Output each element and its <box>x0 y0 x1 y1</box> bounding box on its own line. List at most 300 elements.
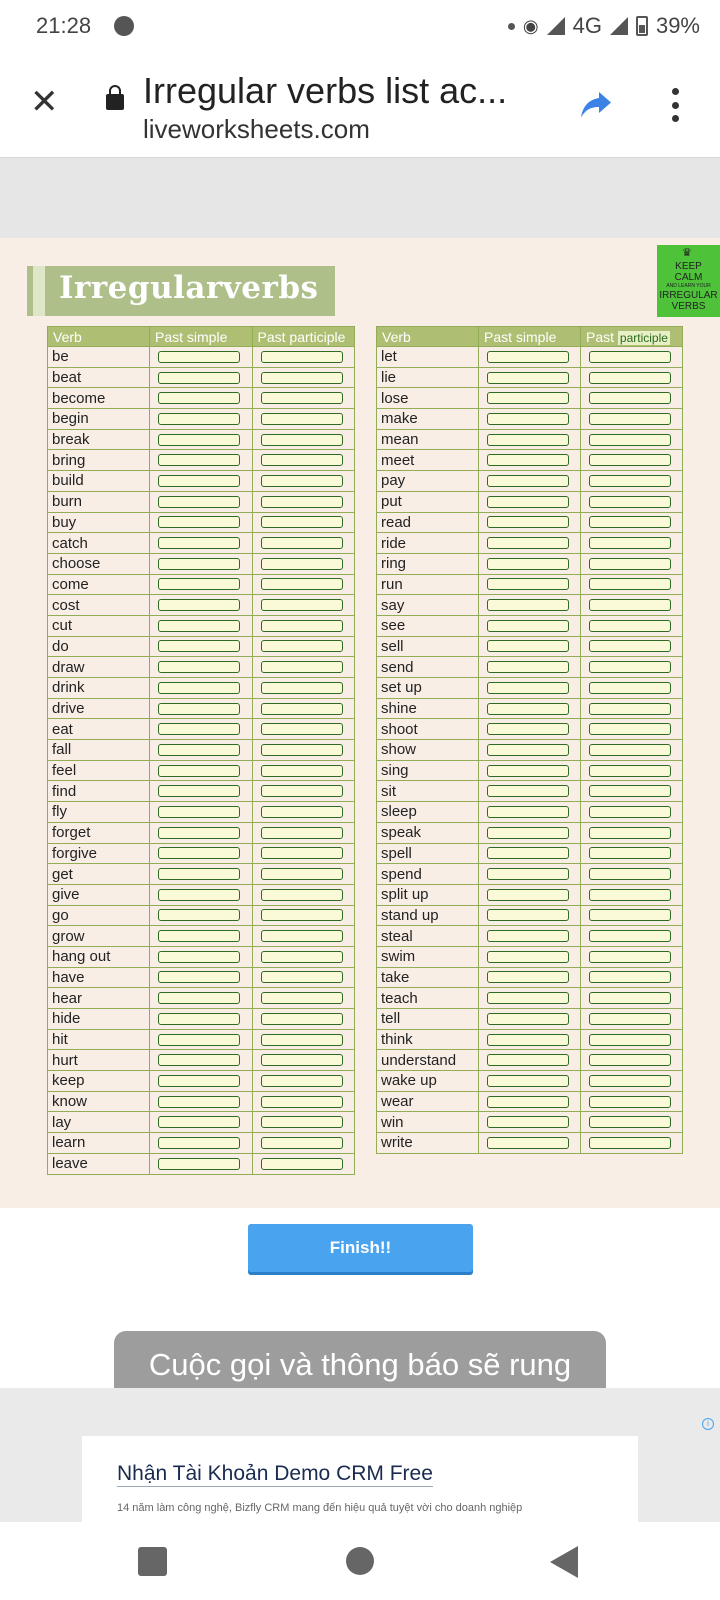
past-simple-cell <box>479 946 581 967</box>
past-simple-input[interactable] <box>487 558 569 570</box>
past-simple-cell <box>479 367 581 388</box>
verb-row <box>48 864 355 885</box>
past-simple-input[interactable] <box>158 661 240 673</box>
verb-cell: build <box>48 471 150 492</box>
past-simple-input[interactable] <box>158 682 240 694</box>
toast-message: Cuộc gọi và thông báo sẽ rung <box>114 1331 606 1399</box>
past-simple-input[interactable] <box>158 1013 240 1025</box>
past-simple-input[interactable] <box>487 1116 569 1128</box>
verb-cell: meet <box>377 450 479 471</box>
past-simple-cell <box>150 905 253 926</box>
past-simple-input[interactable] <box>158 806 240 818</box>
past-participle-cell <box>581 347 683 368</box>
verb-cell: forget <box>48 822 150 843</box>
past-simple-cell <box>150 1029 253 1050</box>
past-participle-input[interactable] <box>261 847 343 859</box>
past-simple-cell <box>150 471 253 492</box>
verb-cell: lose <box>377 388 479 409</box>
past-simple-input[interactable] <box>487 682 569 694</box>
verb-row <box>48 595 355 616</box>
past-participle-input[interactable] <box>261 372 343 384</box>
past-simple-input[interactable] <box>158 620 240 632</box>
past-participle-input[interactable] <box>589 1054 671 1066</box>
verb-row <box>48 802 355 823</box>
past-participle-input[interactable] <box>261 1034 343 1046</box>
past-participle-input[interactable] <box>589 454 671 466</box>
verb-row <box>48 822 355 843</box>
past-simple-cell <box>150 884 253 905</box>
past-participle-input[interactable] <box>589 806 671 818</box>
past-simple-input[interactable] <box>158 578 240 590</box>
past-participle-input[interactable] <box>261 723 343 735</box>
past-participle-input[interactable] <box>261 930 343 942</box>
past-simple-cell <box>479 615 581 636</box>
past-participle-input[interactable] <box>261 1116 343 1128</box>
past-simple-input[interactable] <box>158 351 240 363</box>
past-simple-input[interactable] <box>487 599 569 611</box>
past-participle-input[interactable] <box>589 868 671 880</box>
past-participle-input[interactable] <box>589 434 671 446</box>
back-icon[interactable] <box>550 1546 578 1578</box>
past-participle-input[interactable] <box>589 765 671 777</box>
verb-cell: drink <box>48 678 150 699</box>
past-participle-input[interactable] <box>261 1054 343 1066</box>
verb-row <box>48 905 355 926</box>
past-simple-input[interactable] <box>487 640 569 652</box>
more-options-icon[interactable] <box>672 88 680 122</box>
past-simple-input[interactable] <box>487 413 569 425</box>
past-participle-input[interactable] <box>261 661 343 673</box>
verb-row <box>48 1091 355 1112</box>
verb-cell: choose <box>48 553 150 574</box>
past-simple-input[interactable] <box>487 1013 569 1025</box>
verb-cell: read <box>377 512 479 533</box>
past-simple-cell <box>150 1009 253 1030</box>
past-participle-input[interactable] <box>589 682 671 694</box>
past-simple-input[interactable] <box>158 1116 240 1128</box>
badge-line: AND LEARN YOUR <box>666 283 711 289</box>
verb-cell: sing <box>377 760 479 781</box>
past-simple-cell <box>479 802 581 823</box>
badge-line: IRREGULAR <box>659 290 718 301</box>
past-simple-cell <box>150 698 253 719</box>
page-url[interactable]: liveworksheets.com <box>143 114 370 144</box>
past-participle-input[interactable] <box>589 992 671 1004</box>
verb-row <box>377 802 683 823</box>
verb-cell: hurt <box>48 1050 150 1071</box>
past-simple-input[interactable] <box>158 434 240 446</box>
past-participle-input[interactable] <box>261 578 343 590</box>
past-participle-input[interactable] <box>589 1137 671 1149</box>
past-participle-cell <box>252 367 355 388</box>
verb-cell: send <box>377 657 479 678</box>
worksheet-heading <box>27 266 335 316</box>
past-participle-input[interactable] <box>589 578 671 590</box>
past-simple-cell <box>150 491 253 512</box>
column-header-verb: Verb <box>377 327 479 347</box>
past-participle-cell <box>581 512 683 533</box>
past-participle-cell <box>252 781 355 802</box>
past-participle-cell <box>581 864 683 885</box>
verb-cell: forgive <box>48 843 150 864</box>
past-participle-input[interactable] <box>261 413 343 425</box>
past-simple-input[interactable] <box>487 1034 569 1046</box>
past-participle-cell <box>581 657 683 678</box>
past-simple-input[interactable] <box>487 392 569 404</box>
past-participle-cell <box>581 843 683 864</box>
verb-cell: draw <box>48 657 150 678</box>
verb-row <box>48 719 355 740</box>
verb-cell: learn <box>48 1133 150 1154</box>
past-participle-cell <box>581 760 683 781</box>
past-participle-cell <box>252 657 355 678</box>
past-participle-input[interactable] <box>589 372 671 384</box>
past-participle-input[interactable] <box>261 1075 343 1087</box>
past-simple-input[interactable] <box>158 1158 240 1170</box>
verb-cell: fly <box>48 802 150 823</box>
past-simple-input[interactable] <box>487 434 569 446</box>
verb-row <box>377 843 683 864</box>
past-participle-input[interactable] <box>261 868 343 880</box>
close-icon[interactable]: ✕ <box>30 83 59 121</box>
past-simple-input[interactable] <box>487 868 569 880</box>
past-simple-input[interactable] <box>158 868 240 880</box>
battery-level: 39% <box>655 13 700 38</box>
past-participle-cell <box>581 719 683 740</box>
past-simple-input[interactable] <box>158 930 240 942</box>
past-simple-input[interactable] <box>158 1034 240 1046</box>
past-simple-input[interactable] <box>158 1137 240 1149</box>
past-simple-input[interactable] <box>158 392 240 404</box>
past-participle-input[interactable] <box>261 599 343 611</box>
notification-dot-icon <box>508 23 515 30</box>
past-simple-input[interactable] <box>158 599 240 611</box>
past-participle-cell <box>581 698 683 719</box>
past-simple-cell <box>150 760 253 781</box>
verb-row <box>377 450 683 471</box>
recent-apps-icon[interactable] <box>138 1547 167 1576</box>
verb-cell: mean <box>377 429 479 450</box>
finish-button[interactable]: Finish!! <box>248 1224 473 1272</box>
past-simple-input[interactable] <box>487 578 569 590</box>
past-simple-input[interactable] <box>487 806 569 818</box>
past-simple-input[interactable] <box>487 785 569 797</box>
ad-title[interactable]: Nhận Tài Khoản Demo CRM Free <box>117 1462 433 1485</box>
past-simple-cell <box>150 409 253 430</box>
past-participle-cell <box>252 347 355 368</box>
past-participle-input[interactable] <box>589 1075 671 1087</box>
past-participle-input[interactable] <box>261 475 343 487</box>
verb-cell: grow <box>48 926 150 947</box>
verb-row <box>377 760 683 781</box>
past-simple-cell <box>150 1133 253 1154</box>
past-participle-input[interactable] <box>589 1034 671 1046</box>
past-simple-cell <box>479 843 581 864</box>
past-participle-input[interactable] <box>589 661 671 673</box>
verb-row <box>377 347 683 368</box>
past-participle-input[interactable] <box>589 351 671 363</box>
past-participle-input[interactable] <box>589 847 671 859</box>
past-simple-input[interactable] <box>158 1075 240 1087</box>
past-participle-input[interactable] <box>589 827 671 839</box>
past-participle-input[interactable] <box>589 496 671 508</box>
past-participle-input[interactable] <box>261 971 343 983</box>
past-participle-cell <box>581 884 683 905</box>
past-simple-input[interactable] <box>487 909 569 921</box>
lock-icon[interactable] <box>106 94 124 110</box>
past-simple-cell <box>479 719 581 740</box>
past-simple-input[interactable] <box>487 1075 569 1087</box>
past-participle-input[interactable] <box>261 765 343 777</box>
past-simple-input[interactable] <box>158 516 240 528</box>
past-participle-input[interactable] <box>589 599 671 611</box>
past-simple-input[interactable] <box>158 909 240 921</box>
past-simple-cell <box>479 760 581 781</box>
past-simple-input[interactable] <box>158 971 240 983</box>
past-participle-cell <box>581 781 683 802</box>
past-simple-input[interactable] <box>158 723 240 735</box>
past-participle-input[interactable] <box>261 827 343 839</box>
verb-row <box>377 698 683 719</box>
verb-row <box>48 1029 355 1050</box>
past-participle-input[interactable] <box>589 909 671 921</box>
past-simple-input[interactable] <box>158 992 240 1004</box>
verb-cell: wake up <box>377 1071 479 1092</box>
past-simple-cell <box>150 678 253 699</box>
past-simple-input[interactable] <box>487 723 569 735</box>
past-simple-input[interactable] <box>487 372 569 384</box>
verb-cell: understand <box>377 1050 479 1071</box>
past-simple-input[interactable] <box>158 765 240 777</box>
ad-card[interactable] <box>82 1436 638 1528</box>
past-participle-input[interactable] <box>589 1096 671 1108</box>
past-participle-input[interactable] <box>589 516 671 528</box>
past-simple-input[interactable] <box>158 703 240 715</box>
past-simple-cell <box>150 388 253 409</box>
past-participle-input[interactable] <box>261 992 343 1004</box>
past-simple-input[interactable] <box>487 475 569 487</box>
past-participle-cell <box>252 388 355 409</box>
verb-row <box>377 1050 683 1071</box>
past-participle-cell <box>581 574 683 595</box>
past-simple-cell <box>150 1153 253 1174</box>
verb-cell: put <box>377 491 479 512</box>
past-simple-cell <box>479 1112 581 1133</box>
past-participle-input[interactable] <box>261 744 343 756</box>
past-simple-cell <box>479 1009 581 1030</box>
past-simple-input[interactable] <box>487 1137 569 1149</box>
past-simple-input[interactable] <box>487 847 569 859</box>
past-participle-input[interactable] <box>589 703 671 715</box>
past-simple-cell <box>150 1050 253 1071</box>
past-simple-input[interactable] <box>487 1054 569 1066</box>
past-participle-input[interactable] <box>261 1158 343 1170</box>
share-icon[interactable] <box>578 86 614 122</box>
past-participle-input[interactable] <box>261 558 343 570</box>
past-simple-input[interactable] <box>487 661 569 673</box>
past-simple-cell <box>150 429 253 450</box>
past-participle-input[interactable] <box>589 620 671 632</box>
past-participle-input[interactable] <box>261 785 343 797</box>
past-participle-input[interactable] <box>261 951 343 963</box>
past-participle-input[interactable] <box>261 703 343 715</box>
verb-cell: set up <box>377 678 479 699</box>
past-participle-input[interactable] <box>589 1013 671 1025</box>
past-participle-input[interactable] <box>261 1137 343 1149</box>
past-participle-input[interactable] <box>261 351 343 363</box>
past-participle-input[interactable] <box>261 392 343 404</box>
past-simple-cell <box>479 698 581 719</box>
past-participle-input[interactable] <box>589 558 671 570</box>
past-simple-input[interactable] <box>487 951 569 963</box>
past-simple-input[interactable] <box>158 744 240 756</box>
past-participle-input[interactable] <box>261 1096 343 1108</box>
past-simple-input[interactable] <box>158 496 240 508</box>
past-simple-input[interactable] <box>158 1054 240 1066</box>
past-simple-input[interactable] <box>487 765 569 777</box>
past-participle-cell <box>252 512 355 533</box>
past-simple-input[interactable] <box>487 992 569 1004</box>
past-participle-cell <box>252 1112 355 1133</box>
verb-cell: show <box>377 740 479 761</box>
verb-cell: do <box>48 636 150 657</box>
keep-calm-badge <box>657 245 720 317</box>
verb-cell: ride <box>377 533 479 554</box>
past-participle-cell <box>581 409 683 430</box>
past-participle-input[interactable] <box>261 909 343 921</box>
past-participle-cell <box>252 719 355 740</box>
verb-row <box>377 678 683 699</box>
past-simple-input[interactable] <box>487 496 569 508</box>
past-simple-input[interactable] <box>158 454 240 466</box>
past-participle-input[interactable] <box>261 640 343 652</box>
home-icon[interactable] <box>346 1547 374 1575</box>
past-simple-input[interactable] <box>487 516 569 528</box>
past-participle-cell <box>581 905 683 926</box>
past-simple-input[interactable] <box>487 930 569 942</box>
past-simple-input[interactable] <box>158 827 240 839</box>
past-simple-input[interactable] <box>158 413 240 425</box>
verb-cell: drive <box>48 698 150 719</box>
past-participle-input[interactable] <box>261 496 343 508</box>
verb-cell: hang out <box>48 946 150 967</box>
past-participle-input[interactable] <box>589 951 671 963</box>
past-simple-cell <box>150 1091 253 1112</box>
verb-row <box>377 740 683 761</box>
verb-row <box>377 615 683 636</box>
past-participle-input[interactable] <box>261 889 343 901</box>
past-simple-input[interactable] <box>487 1096 569 1108</box>
past-participle-cell <box>581 967 683 988</box>
verb-cell: let <box>377 347 479 368</box>
past-participle-input[interactable] <box>589 475 671 487</box>
past-simple-input[interactable] <box>158 640 240 652</box>
past-participle-cell <box>252 574 355 595</box>
past-simple-input[interactable] <box>158 785 240 797</box>
past-participle-input[interactable] <box>589 537 671 549</box>
past-participle-input[interactable] <box>589 744 671 756</box>
verb-row <box>377 409 683 430</box>
past-participle-input[interactable] <box>261 537 343 549</box>
past-simple-input[interactable] <box>158 475 240 487</box>
past-participle-cell <box>581 946 683 967</box>
past-simple-input[interactable] <box>487 971 569 983</box>
past-participle-cell <box>581 553 683 574</box>
verb-cell: keep <box>48 1071 150 1092</box>
past-simple-cell <box>479 905 581 926</box>
past-simple-cell <box>479 450 581 471</box>
badge-line: KEEP <box>675 261 702 272</box>
past-simple-input[interactable] <box>487 827 569 839</box>
verb-cell: shine <box>377 698 479 719</box>
past-participle-cell <box>252 491 355 512</box>
verb-cell: get <box>48 864 150 885</box>
heading-text: Irregularverbs <box>59 270 319 306</box>
past-participle-input[interactable] <box>589 640 671 652</box>
past-participle-input[interactable] <box>589 971 671 983</box>
network-type: 4G <box>572 13 602 38</box>
verb-row <box>48 1009 355 1030</box>
past-simple-input[interactable] <box>487 620 569 632</box>
past-participle-input[interactable] <box>589 785 671 797</box>
past-simple-input[interactable] <box>487 454 569 466</box>
verb-cell: be <box>48 347 150 368</box>
past-simple-input[interactable] <box>158 1096 240 1108</box>
past-simple-input[interactable] <box>158 558 240 570</box>
past-simple-input[interactable] <box>158 372 240 384</box>
past-simple-input[interactable] <box>487 703 569 715</box>
past-simple-input[interactable] <box>487 744 569 756</box>
past-participle-input[interactable] <box>589 723 671 735</box>
verb-row <box>48 347 355 368</box>
past-participle-cell <box>252 843 355 864</box>
past-participle-input[interactable] <box>261 434 343 446</box>
column-header-past-participle <box>581 327 683 347</box>
past-simple-input[interactable] <box>158 889 240 901</box>
past-participle-input[interactable] <box>261 1013 343 1025</box>
past-simple-input[interactable] <box>487 889 569 901</box>
past-participle-cell <box>252 1009 355 1030</box>
past-participle-input[interactable] <box>261 620 343 632</box>
past-participle-input[interactable] <box>261 682 343 694</box>
past-participle-input[interactable] <box>589 930 671 942</box>
past-simple-input[interactable] <box>158 951 240 963</box>
past-participle-cell <box>581 822 683 843</box>
verb-cell: write <box>377 1133 479 1154</box>
ad-info-icon[interactable]: i <box>702 1418 714 1430</box>
verb-cell: swim <box>377 946 479 967</box>
past-participle-cell <box>581 450 683 471</box>
verb-cell: break <box>48 429 150 450</box>
past-participle-input[interactable] <box>261 454 343 466</box>
header-past: Past <box>586 328 615 345</box>
verb-row <box>377 533 683 554</box>
past-participle-cell <box>581 1071 683 1092</box>
past-simple-input[interactable] <box>158 537 240 549</box>
past-participle-input[interactable] <box>261 516 343 528</box>
past-participle-input[interactable] <box>589 1116 671 1128</box>
past-participle-input[interactable] <box>589 413 671 425</box>
past-participle-input[interactable] <box>589 392 671 404</box>
past-participle-input[interactable] <box>589 889 671 901</box>
past-simple-input[interactable] <box>487 351 569 363</box>
past-simple-input[interactable] <box>487 537 569 549</box>
past-simple-cell <box>150 864 253 885</box>
past-participle-input[interactable] <box>261 806 343 818</box>
page-title[interactable]: Irregular verbs list ac... <box>143 70 508 111</box>
past-simple-input[interactable] <box>158 847 240 859</box>
verb-cell: win <box>377 1112 479 1133</box>
